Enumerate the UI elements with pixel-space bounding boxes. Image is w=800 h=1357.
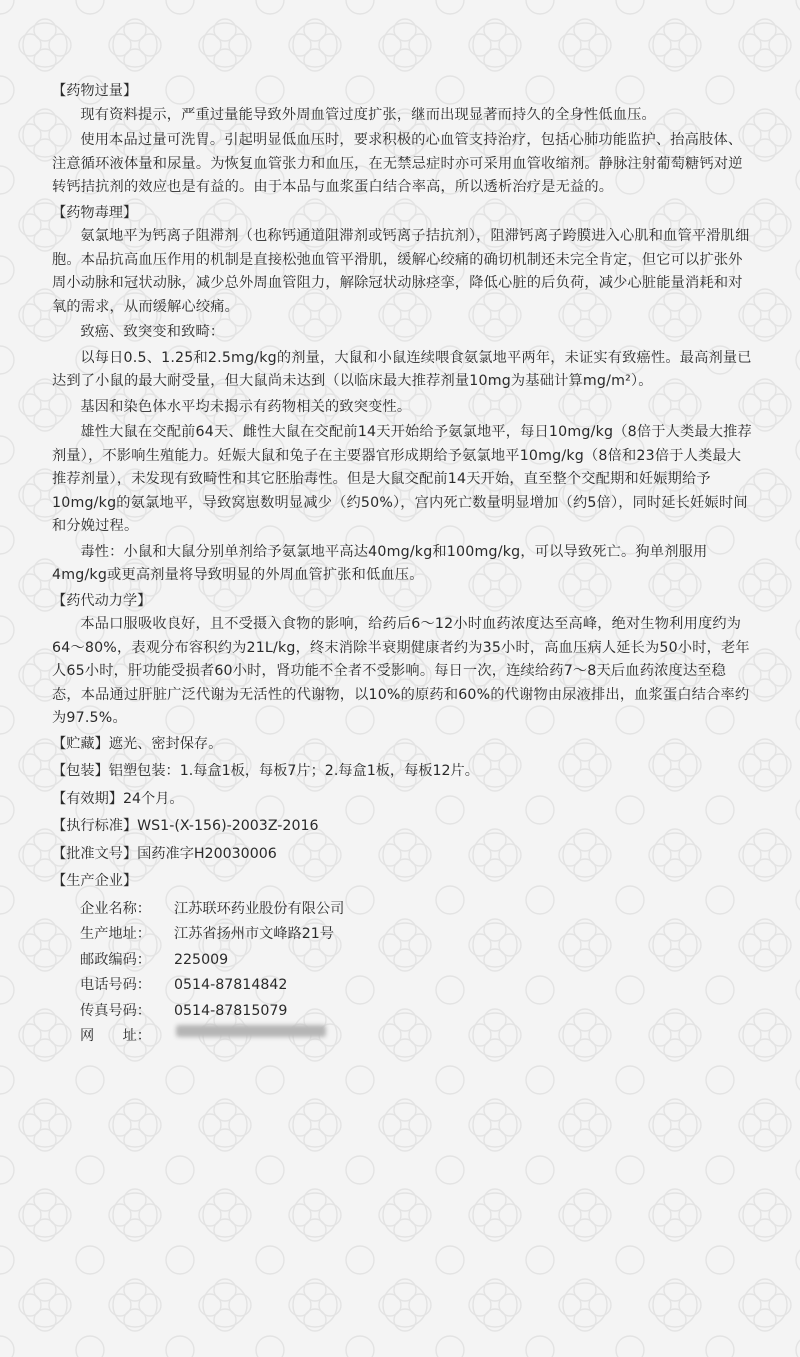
standard-value: WS1-(X-156)-2003Z-2016: [137, 818, 319, 834]
approval-row: [52, 843, 752, 867]
manufacturer-phone-row: [80, 974, 752, 998]
storage-row: [52, 733, 752, 757]
toxicology-paragraph: 氨氯地平为钙离子阻滞剂（也称钙通道阻滞剂或钙离子拮抗剂），阻滞钙离子跨膜进入心肌和血管平滑肌细胞。本品抗高血压作用的机制是直接松弛血管平滑肌，缓解心绞痛的确切机制还未完全肯定，但它可以扩张外周小动脉和冠状动脉，减少总外周血管阻力，解除冠状动脉痉挛，降低心脏的后负荷，减少心脏能量消耗和对氧的需求，从而缓解心绞痛。: [52, 228, 750, 315]
info-value: 江苏联环药业股份有限公司: [174, 900, 345, 917]
validity-heading: 【有效期】: [52, 790, 123, 807]
approval-value: 国药准字H20030006: [137, 845, 277, 862]
package-value: 铝塑包装：1.每盒1板，每板7片；2.每盒1板，每板12片。: [108, 763, 479, 779]
pharmacokinetics-paragraph: 本品口服吸收良好，且不受摄入食物的影响，给药后6～12小时血药浓度达至高峰，绝对生物利用度约为64～80%，表观分布容积约为21L/kg，终末消除半衰期健康者约为35小时，高血压病人延长为50小时，老年人65小时，肝功能受损者60小时，肾功能不全者不受影响。每日一次，连续给药7～8天后血药浓度达至稳态，本品通过肝脏广泛代谢为无活性的代谢物，以10%的原药和60%的代谢物由尿液排出，血浆蛋白结合率约为97.5%。: [52, 616, 750, 726]
toxicology-heading: 【药物毒理】: [52, 204, 138, 221]
drug-insert-document: [52, 78, 752, 1051]
validity-value: 24个月。: [122, 790, 184, 807]
manufacturer-fax-row: [80, 1000, 752, 1024]
info-label: 电话号码：: [80, 977, 151, 993]
package-row: [52, 760, 752, 784]
info-label: 邮政编码：: [80, 951, 151, 968]
pharmacokinetics-heading: 【药代动力学】: [52, 592, 152, 609]
storage-heading: 【贮藏】: [52, 735, 109, 752]
toxicology-paragraph: 以每日0.5、1.25和2.5mg/kg的剂量，大鼠和小鼠连续喂食氨氯地平两年，未证实有致癌性。最高剂量已达到了小鼠的最大耐受量，但大鼠尚未达到（以临床最大推荐剂量10mg为基础计算mg/m²）。: [52, 349, 752, 389]
standard-row: [52, 815, 752, 839]
info-label: 生产地址：: [80, 926, 151, 942]
overdose-paragraph: 现有资料提示，严重过量能导致外周血管过度扩张，继而出现显著而持久的全身性低血压。: [80, 106, 656, 123]
validity-row: [52, 788, 752, 812]
overdose-paragraph: 使用本品过量可洗胃。引起明显低血压时，要求积极的心血管支持治疗，包括心肺功能监护、抬高肢体、注意循环液体量和尿量。为恢复血管张力和血压，在无禁忌症时亦可采用血管收缩剂。静脉注射葡萄糖钙对逆转钙拮抗剂的效应也是有益的。由于本品与血浆蛋白结合率高，所以透析治疗是无益的。: [52, 132, 743, 195]
toxicology-paragraph: 毒性：小鼠和大鼠分别单剂给予氨氯地平高达40mg/kg和100mg/kg，可以导致死亡。狗单剂服用4mg/kg或更高剂量将导致明显的外周血管扩张和低血压。: [52, 543, 708, 583]
manufacturer-website-row: [80, 1025, 752, 1049]
storage-value: 遮光、密封保存。: [108, 735, 223, 752]
info-label: 网 址：: [80, 1028, 151, 1044]
manufacturer-name-row: [80, 898, 752, 922]
info-value: 江苏省扬州市文峰路21号: [174, 926, 334, 942]
info-label: 传真号码：: [80, 1002, 151, 1019]
info-value: 0514-87815079: [174, 1002, 288, 1019]
manufacturer-postcode-row: [80, 949, 752, 973]
info-value: 225009: [174, 951, 229, 968]
toxicology-paragraph: 基因和染色体水平均未揭示有药物相关的致突变性。: [80, 398, 412, 415]
approval-heading: 【批准文号】: [52, 845, 138, 862]
manufacturer-heading: 【生产企业】: [52, 873, 138, 889]
info-value: 0514-87814842: [174, 977, 288, 993]
overdose-heading: 【药物过量】: [52, 83, 138, 99]
info-label: 企业名称：: [80, 900, 151, 917]
package-heading: 【包装】: [52, 763, 109, 779]
toxicology-paragraph: 雄性大鼠在交配前64天、雌性大鼠在交配前14天开始给予氨氯地平，每日10mg/kg（8倍于人类最大推荐剂量），不影响生殖能力。妊娠大鼠和兔子在主要器官形成期给予氨氯地平10mg/kg（8倍和23倍于人类最大推荐剂量），未发现有致畸性和其它胚胎毒性。但是大鼠交配前14天开始，直至整个交配期和妊娠期给予10mg/kg的氨氯地平，导致窝崽数明显减少（约50%），宫内死亡数量明显增加（约5倍），同时延长妊娠时间和分娩过程。: [52, 424, 752, 534]
toxicology-subheading: 致癌、致突变和致畸：: [80, 324, 225, 340]
blurred-website-value: [176, 1025, 326, 1037]
standard-heading: 【执行标准】: [52, 818, 138, 834]
manufacturer-info: [80, 898, 752, 1049]
manufacturer-address-row: [80, 923, 752, 947]
